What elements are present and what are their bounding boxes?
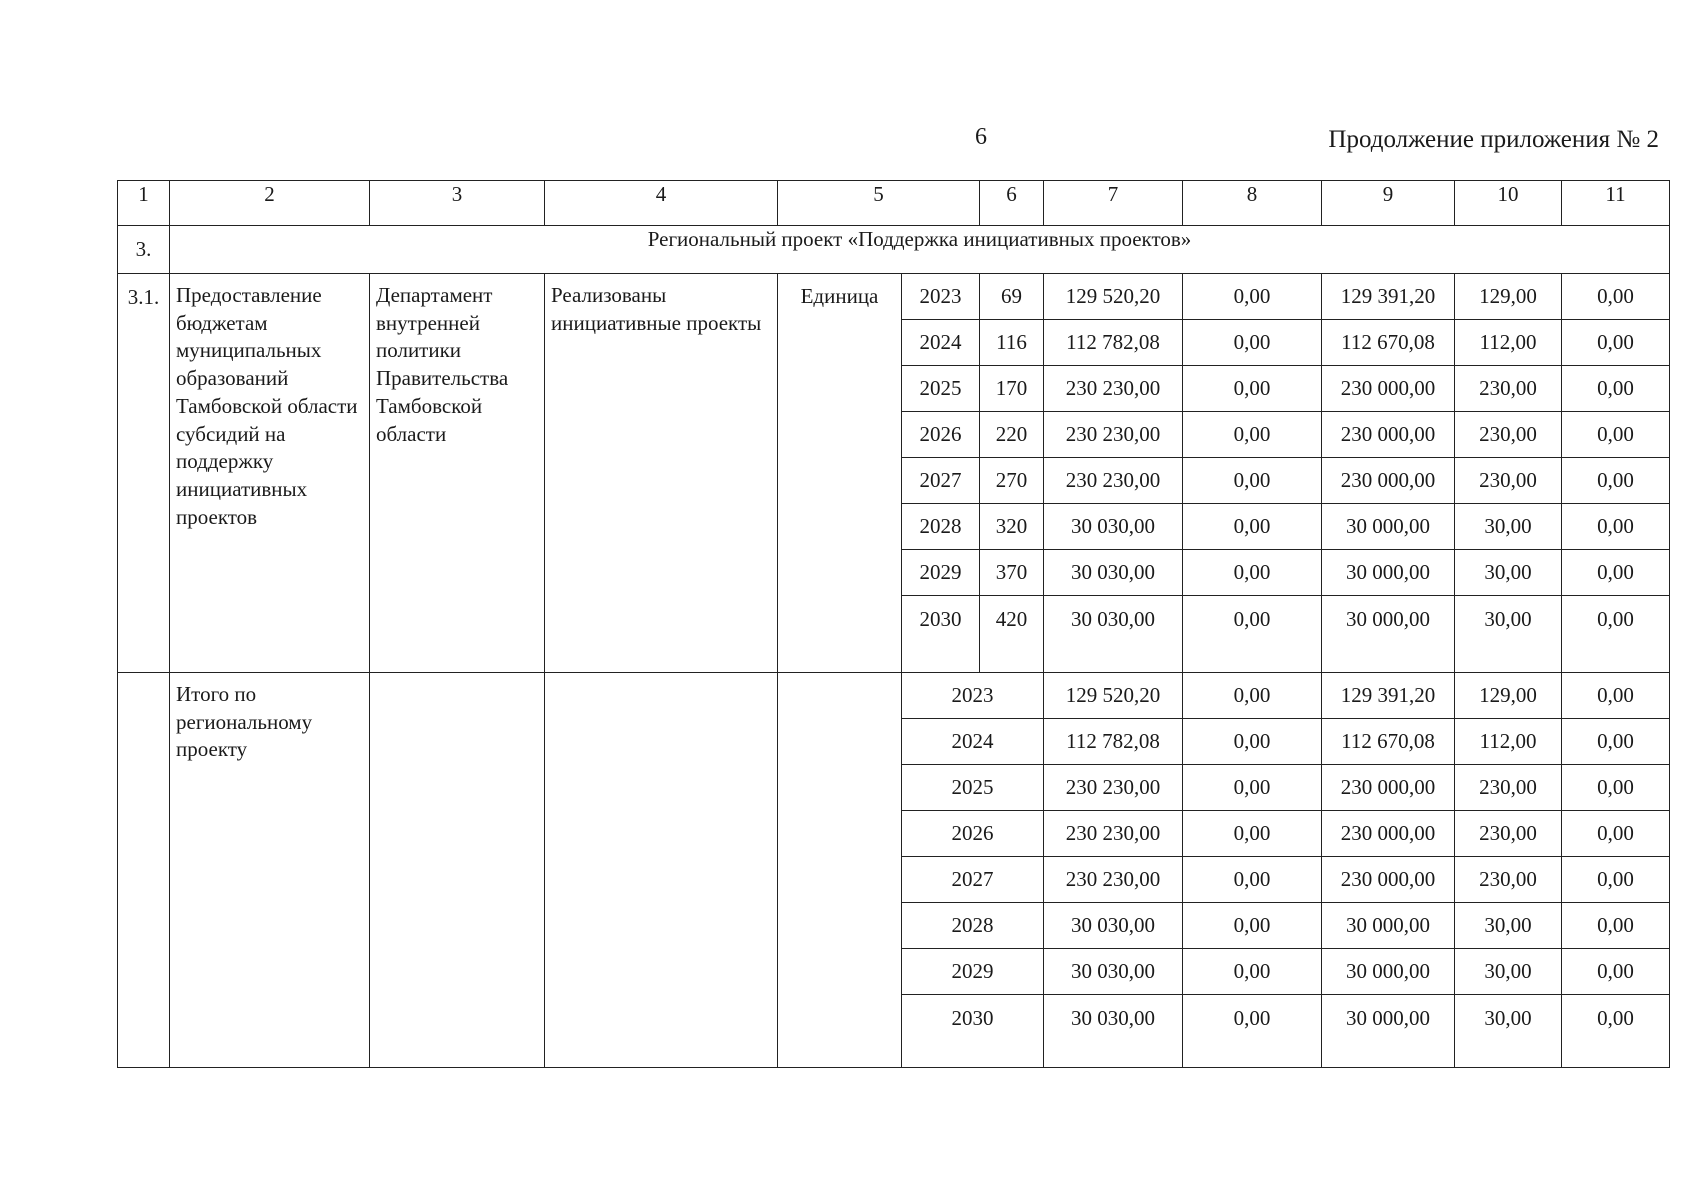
value-cell: 230 000,00 — [1322, 811, 1455, 857]
value-cell: 129 391,20 — [1322, 274, 1455, 320]
empty-cell — [778, 673, 902, 1068]
total-cell: 30 030,00 — [1044, 504, 1183, 550]
empty-cell — [118, 673, 170, 1068]
value-cell: 0,00 — [1183, 550, 1322, 596]
value-cell: 112,00 — [1455, 719, 1562, 765]
value-cell: 30 000,00 — [1322, 504, 1455, 550]
value-cell: 30,00 — [1455, 550, 1562, 596]
total-cell: 30 030,00 — [1044, 995, 1183, 1068]
total-cell: 112 782,08 — [1044, 719, 1183, 765]
year-cell: 2030 — [902, 596, 980, 673]
value-cell: 0,00 — [1183, 995, 1322, 1068]
value-cell: 0,00 — [1562, 765, 1670, 811]
value-cell: 0,00 — [1183, 903, 1322, 949]
item-row — [118, 274, 1670, 320]
value-cell: 30,00 — [1455, 596, 1562, 673]
value-cell: 129,00 — [1455, 673, 1562, 719]
empty-cell — [545, 673, 778, 1068]
year-cell: 2030 — [902, 995, 1044, 1068]
count-cell: 270 — [980, 458, 1044, 504]
count-cell: 220 — [980, 412, 1044, 458]
value-cell: 230,00 — [1455, 366, 1562, 412]
value-cell: 129 391,20 — [1322, 673, 1455, 719]
year-cell: 2029 — [902, 949, 1044, 995]
value-cell: 0,00 — [1183, 504, 1322, 550]
item-unit: Единица — [778, 274, 902, 673]
year-cell: 2026 — [902, 412, 980, 458]
item-executor: Департамент внутренней политики Правительства Тамбовской области — [370, 274, 545, 673]
value-cell: 0,00 — [1562, 596, 1670, 673]
value-cell: 230,00 — [1455, 857, 1562, 903]
year-cell: 2024 — [902, 719, 1044, 765]
year-cell: 2024 — [902, 320, 980, 366]
column-number: 3 — [370, 181, 545, 226]
value-cell: 0,00 — [1562, 274, 1670, 320]
value-cell: 230 000,00 — [1322, 366, 1455, 412]
value-cell: 30 000,00 — [1322, 550, 1455, 596]
value-cell: 0,00 — [1183, 366, 1322, 412]
column-number: 7 — [1044, 181, 1183, 226]
total-cell: 129 520,20 — [1044, 274, 1183, 320]
value-cell: 112 670,08 — [1322, 719, 1455, 765]
count-cell: 170 — [980, 366, 1044, 412]
value-cell: 30,00 — [1455, 995, 1562, 1068]
year-cell: 2026 — [902, 811, 1044, 857]
column-number: 9 — [1322, 181, 1455, 226]
page-number: 6 — [975, 124, 987, 150]
value-cell: 230 000,00 — [1322, 857, 1455, 903]
total-cell: 230 230,00 — [1044, 366, 1183, 412]
item-number: 3.1. — [118, 274, 170, 673]
budget-table — [117, 180, 1670, 1068]
totals-label: Итого по региональному проекту — [170, 673, 370, 1068]
value-cell: 0,00 — [1562, 412, 1670, 458]
value-cell: 0,00 — [1562, 673, 1670, 719]
value-cell: 30,00 — [1455, 949, 1562, 995]
year-cell: 2025 — [902, 366, 980, 412]
total-cell: 230 230,00 — [1044, 857, 1183, 903]
column-number: 5 — [778, 181, 980, 226]
total-cell: 30 030,00 — [1044, 949, 1183, 995]
year-cell: 2023 — [902, 274, 980, 320]
column-numbers-row — [118, 181, 1670, 226]
value-cell: 0,00 — [1183, 857, 1322, 903]
count-cell: 320 — [980, 504, 1044, 550]
value-cell: 0,00 — [1562, 811, 1670, 857]
value-cell: 129,00 — [1455, 274, 1562, 320]
value-cell: 112,00 — [1455, 320, 1562, 366]
value-cell: 0,00 — [1183, 320, 1322, 366]
value-cell: 30 000,00 — [1322, 995, 1455, 1068]
value-cell: 230,00 — [1455, 412, 1562, 458]
year-cell: 2028 — [902, 903, 1044, 949]
value-cell: 0,00 — [1183, 719, 1322, 765]
year-cell: 2025 — [902, 765, 1044, 811]
year-cell: 2023 — [902, 673, 1044, 719]
value-cell: 30,00 — [1455, 504, 1562, 550]
count-cell: 116 — [980, 320, 1044, 366]
value-cell: 0,00 — [1183, 765, 1322, 811]
value-cell: 0,00 — [1562, 458, 1670, 504]
count-cell: 420 — [980, 596, 1044, 673]
value-cell: 230 000,00 — [1322, 765, 1455, 811]
column-number: 8 — [1183, 181, 1322, 226]
section-row — [118, 226, 1670, 274]
column-number: 11 — [1562, 181, 1670, 226]
value-cell: 0,00 — [1183, 458, 1322, 504]
column-number: 1 — [118, 181, 170, 226]
total-cell: 112 782,08 — [1044, 320, 1183, 366]
total-cell: 129 520,20 — [1044, 673, 1183, 719]
column-number: 6 — [980, 181, 1044, 226]
year-cell: 2027 — [902, 458, 980, 504]
value-cell: 0,00 — [1183, 596, 1322, 673]
value-cell: 0,00 — [1183, 412, 1322, 458]
year-cell: 2028 — [902, 504, 980, 550]
value-cell: 0,00 — [1562, 366, 1670, 412]
value-cell: 0,00 — [1562, 995, 1670, 1068]
value-cell: 0,00 — [1562, 320, 1670, 366]
count-cell: 370 — [980, 550, 1044, 596]
total-cell: 30 030,00 — [1044, 596, 1183, 673]
value-cell: 230,00 — [1455, 765, 1562, 811]
total-cell: 30 030,00 — [1044, 550, 1183, 596]
value-cell: 30 000,00 — [1322, 903, 1455, 949]
value-cell: 230 000,00 — [1322, 412, 1455, 458]
total-cell: 230 230,00 — [1044, 412, 1183, 458]
item-result: Реализованы инициативные проекты — [545, 274, 778, 673]
value-cell: 0,00 — [1562, 949, 1670, 995]
value-cell: 0,00 — [1562, 719, 1670, 765]
column-number: 4 — [545, 181, 778, 226]
total-cell: 230 230,00 — [1044, 458, 1183, 504]
value-cell: 0,00 — [1562, 903, 1670, 949]
value-cell: 0,00 — [1183, 811, 1322, 857]
value-cell: 0,00 — [1562, 857, 1670, 903]
column-number: 10 — [1455, 181, 1562, 226]
count-cell: 69 — [980, 274, 1044, 320]
column-number: 2 — [170, 181, 370, 226]
total-cell: 230 230,00 — [1044, 765, 1183, 811]
section-number: 3. — [118, 226, 170, 274]
year-cell: 2029 — [902, 550, 980, 596]
value-cell: 30 000,00 — [1322, 949, 1455, 995]
value-cell: 112 670,08 — [1322, 320, 1455, 366]
value-cell: 230 000,00 — [1322, 458, 1455, 504]
value-cell: 30 000,00 — [1322, 596, 1455, 673]
year-cell: 2027 — [902, 857, 1044, 903]
empty-cell — [370, 673, 545, 1068]
section-title: Региональный проект «Поддержка инициативных проектов» — [170, 226, 1670, 274]
total-cell: 230 230,00 — [1044, 811, 1183, 857]
appendix-continuation-title: Продолжение приложения № 2 — [1328, 126, 1659, 153]
value-cell: 30,00 — [1455, 903, 1562, 949]
total-cell: 30 030,00 — [1044, 903, 1183, 949]
value-cell: 230,00 — [1455, 811, 1562, 857]
value-cell: 0,00 — [1183, 274, 1322, 320]
total-row — [118, 673, 1670, 719]
item-name: Предоставление бюджетам муниципальных образований Тамбовской области субсидий на поддержку инициативных проектов — [170, 274, 370, 673]
value-cell: 0,00 — [1183, 949, 1322, 995]
value-cell: 0,00 — [1562, 504, 1670, 550]
value-cell: 230,00 — [1455, 458, 1562, 504]
value-cell: 0,00 — [1183, 673, 1322, 719]
value-cell: 0,00 — [1562, 550, 1670, 596]
